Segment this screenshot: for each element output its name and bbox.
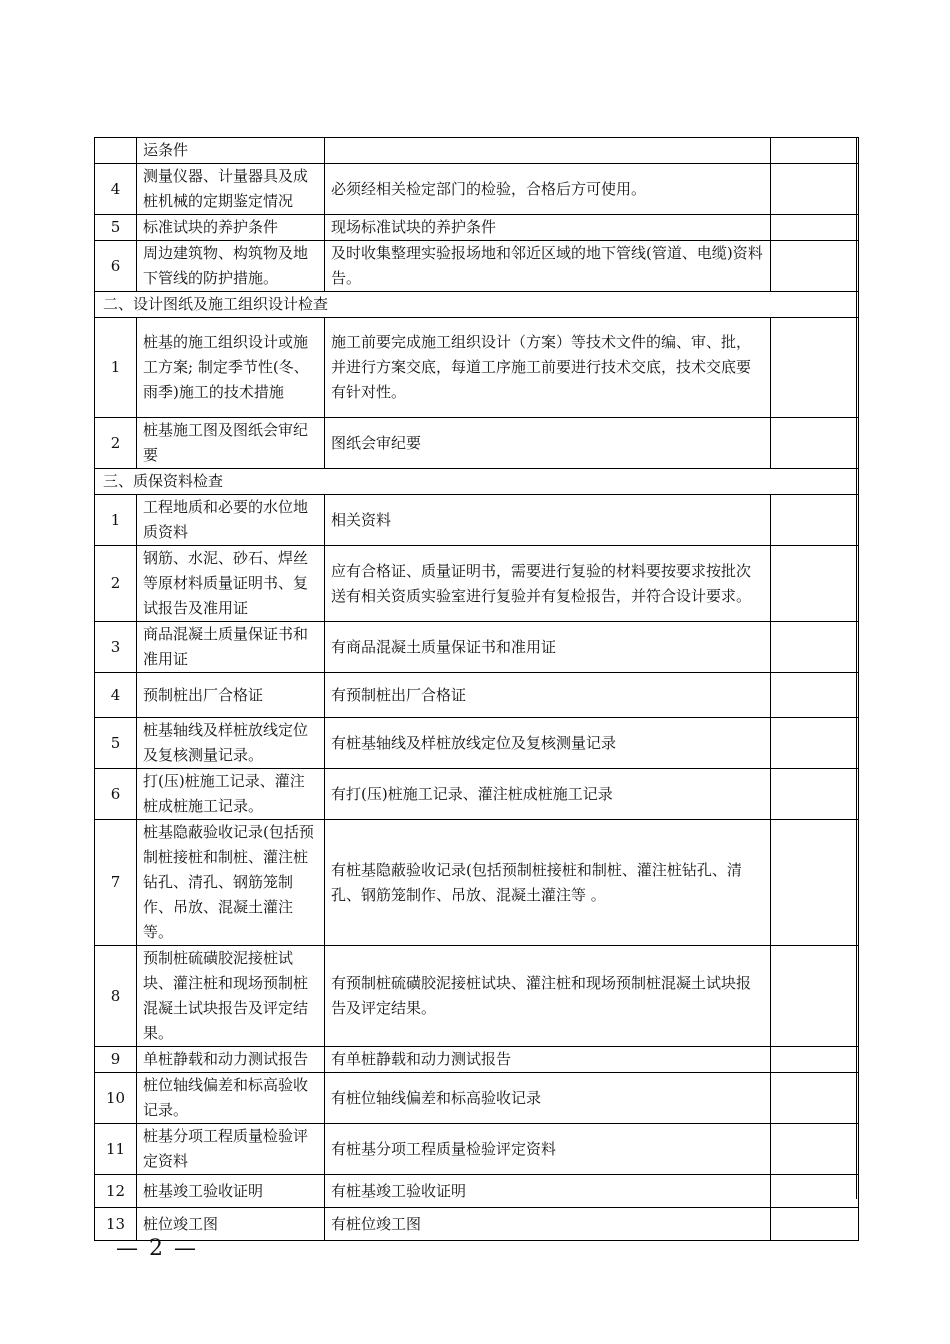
inspection-item-cell: 桩基的施工组织设计或施工方案; 制定季节性(冬、雨季)施工的技术措施 <box>137 318 325 418</box>
inspection-item-cell: 桩基隐蔽验收记录(包括预制桩接桩和制桩、灌注桩钻孔、清孔、钢筋笼制作、吊放、混凝土灌注等。 <box>137 820 325 946</box>
table-row <box>95 318 859 418</box>
section-title: 二、设计图纸及施工组织设计检查 <box>95 292 859 318</box>
row-number-cell: 3 <box>95 622 137 673</box>
requirement-cell: 有桩基隐蔽验收记录(包括预制桩接桩和制桩、灌注桩钻孔、清孔、钢筋笼制作、吊放、混凝土灌注等 。 <box>325 820 771 946</box>
requirement-cell: 有单桩静载和动力测试报告 <box>325 1047 771 1073</box>
requirement-cell: 及时收集整理实验报场地和邻近区域的地下管线(管道、电缆)资料告。 <box>325 241 771 292</box>
inspection-item-cell: 桩位竣工图 <box>137 1208 325 1241</box>
inspection-item-cell: 打(压)桩施工记录、灌注桩成桩施工记录。 <box>137 769 325 820</box>
result-cell <box>771 622 859 673</box>
section-title: 三、质保资料检查 <box>95 469 859 495</box>
table-row <box>95 622 859 673</box>
inspection-item-cell: 商品混凝土质量保证书和准用证 <box>137 622 325 673</box>
result-cell <box>771 1175 859 1208</box>
requirement-cell: 有桩基轴线及样桩放线定位及复核测量记录 <box>325 718 771 769</box>
requirement-cell: 必须经相关检定部门的检验，合格后方可使用。 <box>325 164 771 215</box>
inspection-item-cell: 工程地质和必要的水位地质资料 <box>137 495 325 546</box>
inspection-item-cell: 桩基分项工程质量检验评定资料 <box>137 1124 325 1175</box>
table-right-edge <box>856 137 857 1199</box>
requirement-cell: 有桩基分项工程质量检验评定资料 <box>325 1124 771 1175</box>
result-cell <box>771 418 859 469</box>
row-number-cell: 2 <box>95 546 137 622</box>
result-cell <box>771 215 859 241</box>
result-cell <box>771 769 859 820</box>
requirement-cell: 有预制桩硫磺胶泥接桩试块、灌注桩和现场预制桩混凝土试块报告及评定结果。 <box>325 946 771 1047</box>
inspection-item-cell: 钢筋、水泥、砂石、焊丝等原材料质量证明书、复试报告及准用证 <box>137 546 325 622</box>
requirement-cell: 有桩位轴线偏差和标高验收记录 <box>325 1073 771 1124</box>
result-cell <box>771 1073 859 1124</box>
inspection-item-cell: 周边建筑物、构筑物及地下管线的防护措施。 <box>137 241 325 292</box>
row-number-cell: 7 <box>95 820 137 946</box>
row-number-cell: 6 <box>95 769 137 820</box>
inspection-item-cell: 预制桩出厂合格证 <box>137 673 325 718</box>
requirement-cell: 有桩位竣工图 <box>325 1208 771 1241</box>
row-number-cell: 5 <box>95 215 137 241</box>
inspection-item-cell: 测量仪器、计量器具及成桩机械的定期鉴定情况 <box>137 164 325 215</box>
row-number-cell: 6 <box>95 241 137 292</box>
inspection-item-cell: 桩基轴线及样桩放线定位及复核测量记录。 <box>137 718 325 769</box>
result-cell <box>771 495 859 546</box>
requirement-cell: 图纸会审纪要 <box>325 418 771 469</box>
result-cell <box>771 946 859 1047</box>
row-number-cell: 9 <box>95 1047 137 1073</box>
requirement-cell <box>325 138 771 164</box>
result-cell <box>771 718 859 769</box>
section-header-row <box>95 469 859 495</box>
table-row <box>95 546 859 622</box>
requirement-cell: 现场标准试块的养护条件 <box>325 215 771 241</box>
requirement-cell: 有预制桩出厂合格证 <box>325 673 771 718</box>
table-row <box>95 673 859 718</box>
requirement-cell: 有桩基竣工验收证明 <box>325 1175 771 1208</box>
row-number-cell: 10 <box>95 1073 137 1124</box>
requirement-cell: 相关资料 <box>325 495 771 546</box>
table-row <box>95 1073 859 1124</box>
page-number: — 2 — <box>116 1236 198 1261</box>
row-number-cell: 11 <box>95 1124 137 1175</box>
result-cell <box>771 241 859 292</box>
row-number-cell: 4 <box>95 164 137 215</box>
row-number-cell: 4 <box>95 673 137 718</box>
inspection-item-cell: 桩基竣工验收证明 <box>137 1175 325 1208</box>
row-number-cell: 13 <box>95 1208 137 1241</box>
inspection-item-cell: 单桩静载和动力测试报告 <box>137 1047 325 1073</box>
table-row <box>95 241 859 292</box>
result-cell <box>771 546 859 622</box>
result-cell <box>771 673 859 718</box>
requirement-cell: 有商品混凝土质量保证书和准用证 <box>325 622 771 673</box>
result-cell <box>771 820 859 946</box>
table-row <box>95 418 859 469</box>
section-header-row <box>95 292 859 318</box>
inspection-item-cell: 预制桩硫磺胶泥接桩试块、灌注桩和现场预制桩混凝土试块报告及评定结果。 <box>137 946 325 1047</box>
inspection-item-cell: 标准试块的养护条件 <box>137 215 325 241</box>
row-number-cell: 1 <box>95 495 137 546</box>
result-cell <box>771 164 859 215</box>
table-row <box>95 138 859 164</box>
result-cell <box>771 318 859 418</box>
table-row <box>95 495 859 546</box>
table-row <box>95 820 859 946</box>
table-row <box>95 718 859 769</box>
row-number-cell <box>95 138 137 164</box>
inspection-item-cell: 桩基施工图及图纸会审纪要 <box>137 418 325 469</box>
row-number-cell: 2 <box>95 418 137 469</box>
table-row <box>95 1047 859 1073</box>
table-row <box>95 1208 859 1241</box>
table-row <box>95 769 859 820</box>
inspection-item-cell: 桩位轴线偏差和标高验收记录。 <box>137 1073 325 1124</box>
row-number-cell: 12 <box>95 1175 137 1208</box>
result-cell <box>771 138 859 164</box>
table-row <box>95 1175 859 1208</box>
row-number-cell: 1 <box>95 318 137 418</box>
inspection-table <box>94 137 859 1241</box>
result-cell <box>771 1124 859 1175</box>
table-row <box>95 164 859 215</box>
requirement-cell: 应有合格证、质量证明书，需要进行复验的材料要按要求按批次送有相关资质实验室进行复验并有复检报告，并符合设计要求。 <box>325 546 771 622</box>
table-row <box>95 946 859 1047</box>
requirement-cell: 施工前要完成施工组织设计（方案）等技术文件的编、审、批，并进行方案交底，每道工序施工前要进行技术交底，技术交底要有针对性。 <box>325 318 771 418</box>
row-number-cell: 5 <box>95 718 137 769</box>
requirement-cell: 有打(压)桩施工记录、灌注桩成桩施工记录 <box>325 769 771 820</box>
row-number-cell: 8 <box>95 946 137 1047</box>
result-cell <box>771 1047 859 1073</box>
table-row <box>95 1124 859 1175</box>
result-cell <box>771 1208 859 1241</box>
table-row <box>95 215 859 241</box>
inspection-item-cell: 运条件 <box>137 138 325 164</box>
